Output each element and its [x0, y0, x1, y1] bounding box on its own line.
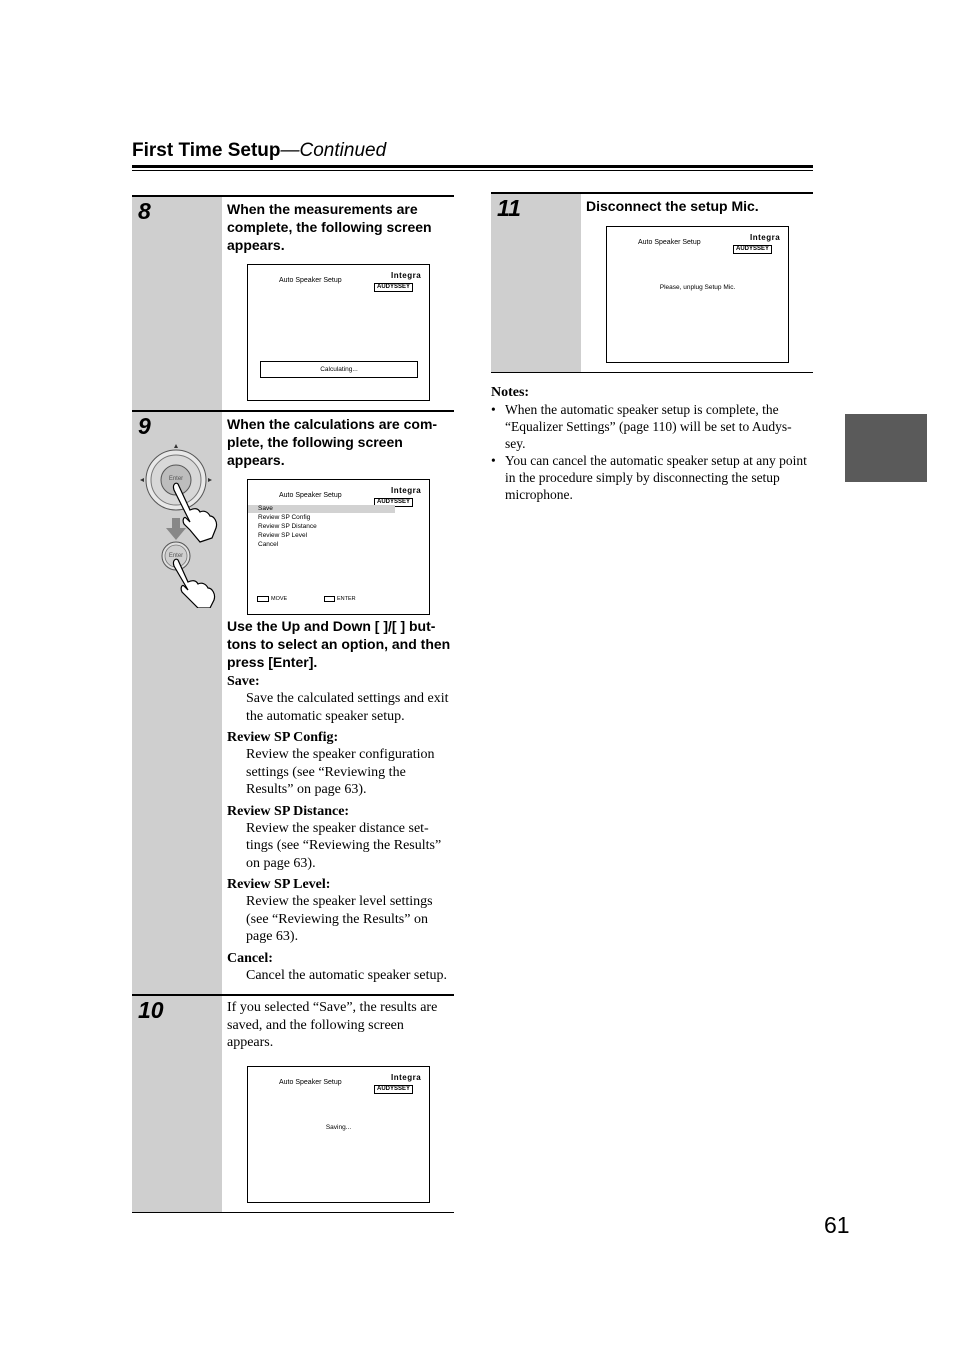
step-11-screen — [606, 226, 789, 363]
step-9-instruction: When the calculations are com- plete, the following screen appears. — [227, 416, 438, 468]
section-title-text: First Time Setup — [132, 140, 281, 161]
unplug-mic-status: Please, unplug Setup Mic. — [659, 284, 736, 291]
results-menu — [258, 504, 317, 549]
screen-title: Auto Speaker Setup — [279, 1079, 342, 1086]
option-review-sp-level — [227, 876, 455, 946]
audyssey-logo: AUDYSSEY — [733, 245, 772, 254]
audyssey-logo: AUDYSSEY — [374, 498, 413, 507]
option-description: Save the calculated settings and exit the automatic speaker setup. — [246, 691, 449, 724]
option-review-sp-distance — [227, 803, 455, 873]
option-review-sp-config — [227, 729, 455, 799]
audyssey-logo: AUDYSSEY — [374, 1085, 413, 1094]
step-9-instruction-2: Use the Up and Down [ ]/[ ] but- tons to select an option, and then press [Enter]. — [227, 618, 451, 670]
note-item: • When the automatic speaker setup is complete, the “Equalizer Settings” (page 110) will be set to Audys- sey. — [491, 401, 813, 452]
step-8-gutter — [132, 197, 222, 410]
option-description: Review the speaker distance set- tings (see “Reviewing the Results” on page 63). — [246, 820, 442, 871]
footer-enter-label: ENTER — [337, 596, 356, 602]
saving-status: Saving... — [325, 1124, 352, 1131]
step-8-number: 8 — [138, 198, 151, 224]
option-description: Review the speaker configuration settings (see “Reviewing the Results” on page 63). — [246, 747, 435, 797]
footer-move-label: MOVE — [271, 596, 288, 602]
option-cancel — [227, 950, 455, 985]
step-11-instruction: Disconnect the setup Mic. — [586, 198, 759, 214]
step-8-instruction: When the measurements are complete, the following screen appears. — [227, 201, 432, 253]
integra-logo: Integra — [391, 271, 422, 280]
integra-logo: Integra — [391, 486, 422, 495]
enter-key-icon — [324, 596, 335, 602]
option-name: Review SP Level: — [227, 877, 331, 892]
section-title-continued: —Continued — [280, 140, 387, 161]
step-10-screen — [247, 1066, 430, 1203]
step-8-screen — [247, 264, 430, 401]
step-9-number: 9 — [138, 413, 151, 439]
step-10-number: 10 — [138, 997, 164, 1023]
header-rule-thin — [132, 170, 813, 171]
option-name: Cancel: — [227, 950, 273, 966]
option-save — [227, 673, 455, 725]
section-title — [132, 140, 386, 162]
option-description: Review the speaker level settings (see “Reviewing the Results” on page 63). — [246, 894, 433, 944]
chapter-side-tab — [845, 414, 927, 482]
menu-item-cancel[interactable]: Cancel — [258, 541, 279, 548]
menu-item-review-sp-level[interactable]: Review SP Level — [258, 532, 308, 539]
remote-control-illustration — [138, 438, 222, 608]
option-description: Cancel the automatic speaker setup. — [246, 967, 447, 983]
screen-title: Auto Speaker Setup — [638, 239, 701, 246]
integra-logo: Integra — [391, 1073, 422, 1082]
step-9-screen — [247, 479, 430, 615]
step-10-gutter — [132, 996, 222, 1212]
up-down-keys-icon — [257, 596, 269, 602]
page-number: 61 — [824, 1212, 850, 1238]
option-name: Review SP Distance: — [227, 803, 350, 819]
screen-title: Auto Speaker Setup — [279, 277, 342, 284]
note-item: • You can cancel the automatic speaker setup at any point in the procedure simply by disconnecting the setup microphone. — [491, 452, 813, 503]
remote-enter-label-top: Enter — [168, 476, 184, 482]
step-10-bottom-rule — [132, 1212, 454, 1213]
progress-box — [260, 361, 418, 378]
notes-heading: Notes: — [491, 385, 530, 400]
menu-item-review-sp-config[interactable]: Review SP Config — [258, 514, 311, 521]
option-name: Save: — [227, 674, 260, 689]
notes-list — [491, 401, 813, 503]
step-10-text: If you selected “Save”, the results are saved, and the following screen appears. — [227, 1000, 438, 1050]
notes-section — [491, 384, 813, 503]
option-list — [227, 673, 455, 984]
menu-item-review-sp-distance[interactable]: Review SP Distance — [258, 523, 317, 530]
header-rule — [132, 165, 813, 168]
screen-title: Auto Speaker Setup — [279, 492, 342, 499]
integra-logo: Integra — [750, 233, 781, 242]
audyssey-logo: AUDYSSEY — [374, 283, 413, 292]
menu-item-save[interactable]: Save — [258, 505, 273, 512]
option-name: Review SP Config: — [227, 730, 339, 745]
step-11-bottom-rule — [491, 372, 813, 373]
calculating-status: Calculating... — [320, 366, 358, 373]
step-11-number: 11 — [497, 195, 521, 221]
remote-enter-label-bottom: Enter — [168, 553, 184, 559]
